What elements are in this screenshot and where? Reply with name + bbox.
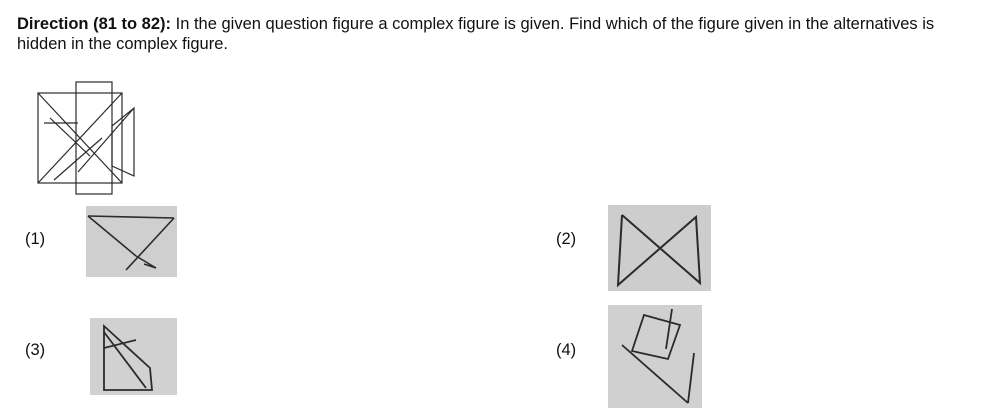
option-1-right-side (126, 218, 174, 270)
option-4-right-line (688, 353, 694, 403)
option-2-bowtie (618, 215, 700, 285)
option-1-left-side (88, 216, 136, 256)
option-4-drawing (608, 305, 702, 408)
complex-question-figure (30, 78, 142, 201)
side-quad (112, 108, 134, 176)
direction-text: In the given question figure a complex figure is given. Find which of the figure given in the alternatives is hidden in the complex figure. (17, 15, 935, 53)
option-4-label[interactable]: (4) (556, 341, 577, 359)
option-4-figure[interactable] (608, 305, 702, 408)
option-3-label[interactable]: (3) (25, 341, 46, 359)
option-1-label[interactable]: (1) (25, 230, 46, 248)
option-2-figure[interactable] (608, 205, 711, 291)
option-4-long-line (622, 345, 688, 403)
complex-figure-drawing (30, 78, 142, 196)
tall-rectangle (76, 82, 112, 194)
direction-heading: Direction (81 to 82): (17, 15, 172, 33)
option-3-pentagon (104, 326, 152, 390)
option-1-drawing (86, 206, 177, 277)
option-2-drawing (608, 205, 711, 291)
option-3-figure[interactable] (90, 318, 177, 395)
option-1-figure[interactable] (86, 206, 177, 277)
option-4-top-line (666, 309, 672, 349)
question-direction (17, 14, 982, 54)
option-3-drawing (90, 318, 177, 395)
option-3-diagonal (104, 332, 146, 388)
option-1-top-line (88, 216, 174, 218)
long-diagonal (78, 108, 134, 172)
option-2-label[interactable]: (2) (556, 230, 577, 248)
option-4-square (632, 315, 680, 359)
inner-line-1 (50, 118, 90, 156)
